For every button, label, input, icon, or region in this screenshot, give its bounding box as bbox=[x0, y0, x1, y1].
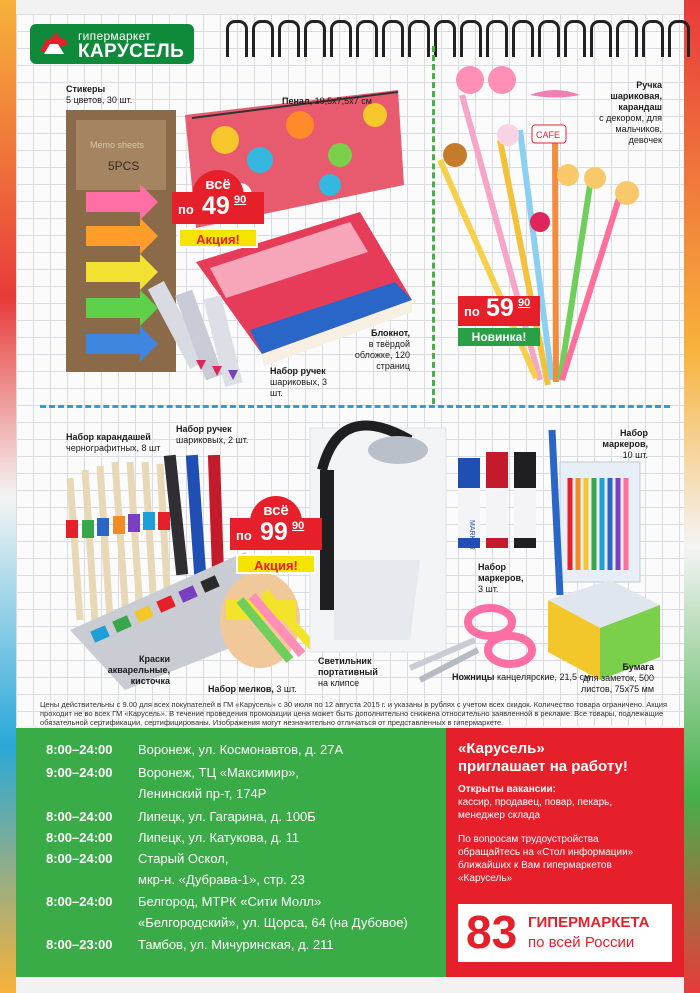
price-kop: 90 bbox=[518, 297, 531, 309]
stickers-label: Стикеры 5 цветов, 30 шт. bbox=[66, 84, 133, 105]
stores-count-box bbox=[458, 904, 672, 962]
store-schedule-panel: 8:00–24:00 Воронеж, ул. Космонавтов, д. 27А 9:00–24:00 Воронеж, ТЦ «Максимир», Ленинский пр-т, 174Р 8:00–24:00 Липецк, ул. Гагарина, д. 100Б 8:00–24:00 Липецк, ул. Катукова, д. 11 8:00–24:00 Старый Оскол, мкр-н. «Дубрава-1», стр. 23 8:00–24:00 Белгород, МТРК «Сити Молл» «Белгородский», ул. Щорса, 64 (на Дубовое) 8:00–23:00 Тамбов, ул. Мичуринская, д. 211 bbox=[16, 728, 446, 977]
scissors-label: Ножницы канцелярские, 21,5 см bbox=[452, 672, 591, 682]
price-prefix: всё bbox=[263, 502, 289, 519]
price-rub: 59 bbox=[486, 294, 514, 322]
stores-line-2: по всей России bbox=[528, 934, 635, 951]
jobs-info-4: «Карусель» bbox=[458, 873, 513, 884]
pens-set-2-label: Набор ручек шариковых, 2 шт. bbox=[176, 424, 249, 445]
jobs-panel bbox=[446, 728, 684, 977]
price-prefix: всё bbox=[205, 176, 231, 193]
jobs-info-3: ближайших к Вам гипермаркетов bbox=[458, 860, 612, 871]
jobs-title-2: приглашает на работу! bbox=[458, 758, 628, 775]
stores-line-1: ГИПЕРМАРКЕТА bbox=[528, 914, 650, 931]
price-rub: 99 bbox=[260, 518, 288, 546]
jobs-title-1: «Карусель» bbox=[458, 740, 545, 757]
pens-set-3-label: Набор ручек шариковых, 3 шт. bbox=[270, 366, 328, 398]
markers-set-3-image bbox=[458, 452, 536, 550]
vacancies-label: Открыты вакансии: bbox=[458, 784, 556, 795]
pencil-case-label: Пенал, 19,5х7,5х7 см bbox=[282, 96, 372, 106]
price-po: по bbox=[236, 528, 252, 543]
price-kop: 90 bbox=[234, 194, 247, 206]
vacancies-line-1: кассир, продавец, повар, пекарь, bbox=[458, 797, 613, 808]
svg-text:CAFE: CAFE bbox=[536, 130, 561, 140]
chalk-label: Набор мелков, 3 шт. bbox=[208, 684, 297, 694]
sticker-pack-image bbox=[66, 110, 176, 372]
notebook-label: Блокнот, в твёрдой обложке, 120 страниц bbox=[354, 328, 410, 371]
price-po: по bbox=[464, 304, 480, 319]
price-rub: 49 bbox=[202, 192, 230, 220]
pens-set-2-image bbox=[164, 455, 224, 576]
lamp-label: Светильник портативный на клипсе bbox=[318, 656, 378, 688]
jobs-info-2: обращайтесь на «Стол информации» bbox=[458, 847, 634, 858]
fancy-pen-label: Ручка шариковая, карандаш с декором, для мальчиков, девочек bbox=[599, 80, 662, 145]
price-badge-49-90 bbox=[172, 170, 264, 252]
new-tag: Новинка! bbox=[458, 328, 540, 346]
promo-tag: Акция! bbox=[236, 554, 316, 574]
pencils-set-label: Набор карандашей чернографитных, 8 шт bbox=[66, 432, 161, 453]
price-disclaimer: Цены действительны с 9.00 для всех покупателей в ГМ «Карусель» с 30 июля по 12 августа 2015 г. и указаны в рублях с учетом всех скидок. Количество товара ограничено. Акция проходит не во всех ГМ «Карусель». В течение проведения промоакции цена может быть дополнительно снижена относительно заявленной в рекламе. Все товары, подлежащие обязательной сертификации, сертифицированы. Изображения могут незначительно отличаться от представленных в гипермаркете. bbox=[40, 700, 668, 727]
markers-set-10-label: Набор маркеров, 10 шт. bbox=[602, 428, 648, 460]
price-kop: 90 bbox=[292, 520, 305, 532]
vacancies-line-2: менеджер склада bbox=[458, 810, 541, 821]
paints-label: Краски акварельные, кисточка bbox=[107, 654, 170, 686]
jobs-info-1: По вопросам трудоустройства bbox=[458, 834, 599, 845]
promo-tag: Акция! bbox=[178, 228, 258, 248]
svg-text:5PCS: 5PCS bbox=[108, 159, 140, 173]
logo-subtitle: гипермаркет bbox=[78, 29, 151, 43]
price-badge-59-90 bbox=[458, 296, 540, 348]
svg-text:Memo sheets: Memo sheets bbox=[90, 140, 145, 150]
stores-count: 83 bbox=[466, 906, 518, 958]
price-po: по bbox=[178, 202, 194, 217]
chalk-set-image bbox=[220, 572, 312, 668]
price-badge-99-90 bbox=[230, 496, 322, 578]
notepaper-label: Бумага для заметок, 500 листов, 75х75 мм bbox=[581, 662, 654, 694]
clip-lamp-image bbox=[310, 425, 446, 652]
logo-title: КАРУСЕЛЬ bbox=[78, 41, 185, 62]
svg-text:MARKER: MARKER bbox=[468, 520, 475, 550]
markers-set-3-label: Набор маркеров, 3 шт. bbox=[478, 562, 524, 594]
